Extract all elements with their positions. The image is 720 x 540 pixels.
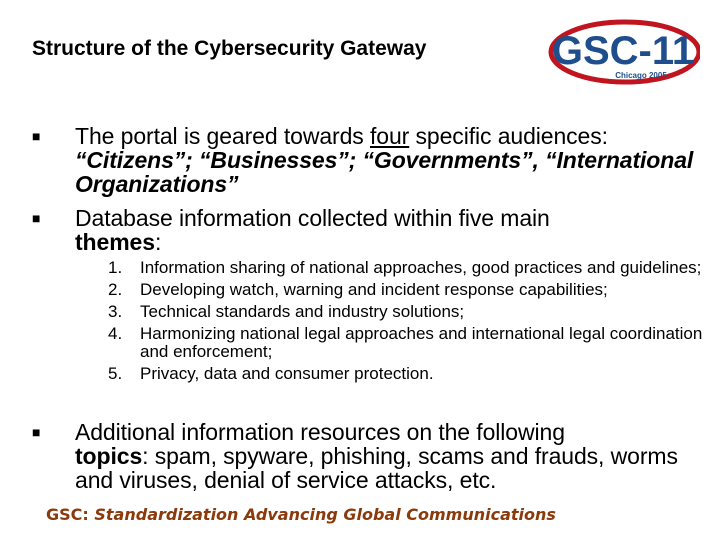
bullet-themes-pre: Database information collected within five main <box>75 205 550 231</box>
bullet-themes <box>32 206 706 254</box>
logo-sub-text: Chicago 2005 <box>615 71 667 80</box>
footer-tagline <box>46 505 556 524</box>
themes-list <box>108 259 708 387</box>
bullet-topics <box>32 420 706 492</box>
theme-text: Information sharing of national approaches, good practices and guidelines; <box>140 258 702 277</box>
theme-item <box>108 325 708 361</box>
theme-text: Privacy, data and consumer protection. <box>140 364 434 383</box>
theme-number: 2. <box>108 280 123 299</box>
theme-item <box>108 281 708 299</box>
theme-item <box>108 303 708 321</box>
theme-number: 5. <box>108 364 123 383</box>
bullet-themes-bold: themes <box>75 229 155 255</box>
footer-text: Standardization Advancing Global Communications <box>94 505 556 524</box>
theme-text: Harmonizing national legal approaches and international legal coordination and enforcement; <box>140 324 703 361</box>
bullet-topics-post: : spam, spyware, phishing, scams and frauds, worms and viruses, denial of service attacks, etc. <box>75 443 678 493</box>
logo-main-text: GSC-11 <box>551 29 695 73</box>
theme-item <box>108 259 708 277</box>
bullet-marker: ■ <box>32 210 41 226</box>
bullet-topics-pre: Additional information resources on the following <box>75 419 565 445</box>
bullet-topics-bold: topics <box>75 443 143 469</box>
theme-text: Developing watch, warning and incident response capabilities; <box>140 280 608 299</box>
bullet-marker: ■ <box>32 424 41 440</box>
theme-number: 3. <box>108 302 123 321</box>
bullet-audiences <box>32 124 706 196</box>
slide-title: Structure of the Cybersecurity Gateway <box>32 37 427 60</box>
theme-item <box>108 365 708 383</box>
theme-number: 1. <box>108 258 123 277</box>
bullet-themes-post: : <box>154 229 162 255</box>
theme-number: 4. <box>108 324 123 343</box>
footer-prefix: GSC: <box>46 505 89 524</box>
bullet-marker: ■ <box>32 128 41 144</box>
bullet-audiences-post: specific audiences: <box>409 123 608 149</box>
bullet-audiences-underlined: four <box>369 123 410 149</box>
bullet-audiences-pre: The portal is geared towards <box>75 123 370 149</box>
gsc-11-logo <box>545 18 700 86</box>
audiences-list: “Citizens”; “Businesses”; “Governments”, “International Organizations” <box>75 147 694 197</box>
theme-text: Technical standards and industry solutions; <box>140 302 465 321</box>
